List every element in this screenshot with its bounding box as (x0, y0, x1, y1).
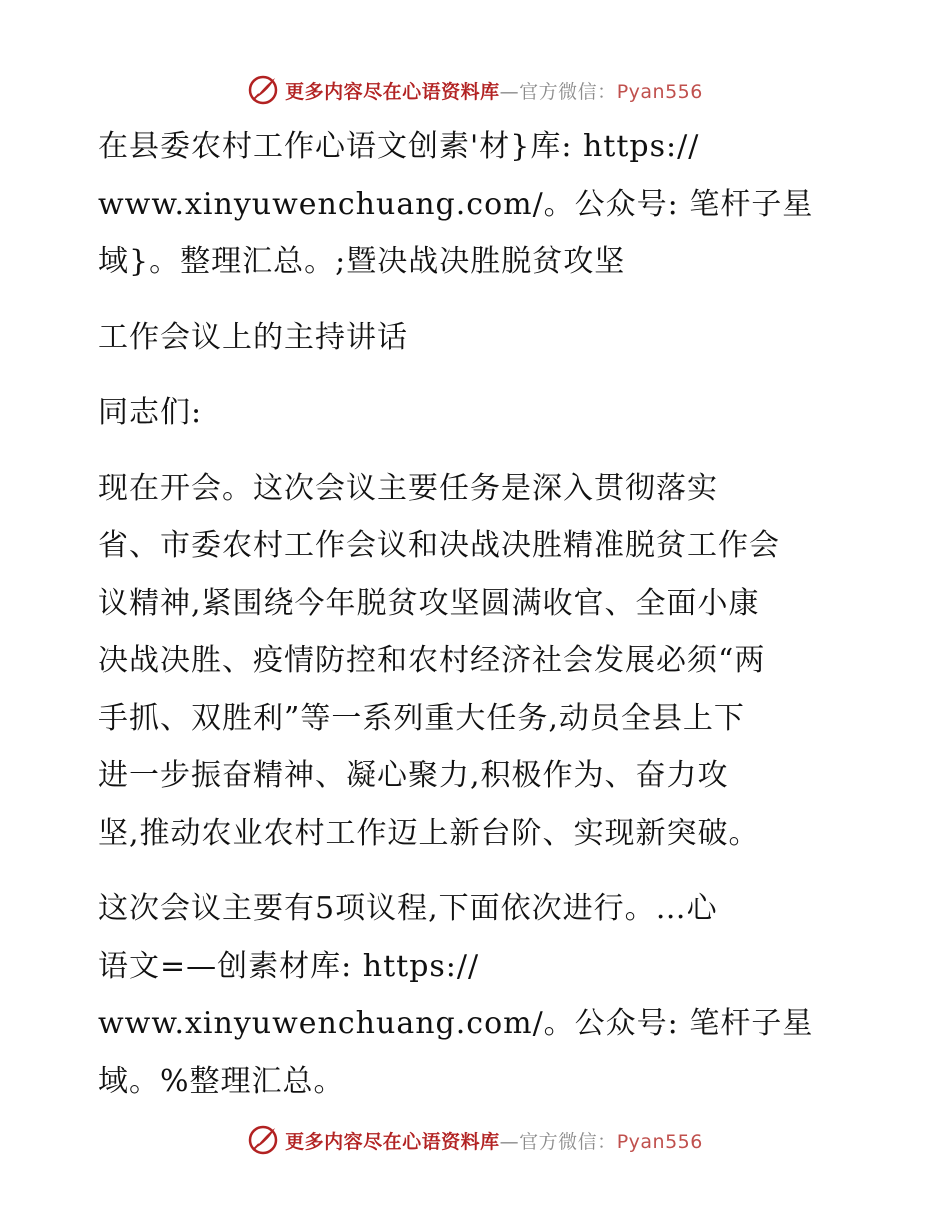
paragraph-opening: 现在开会。这次会议主要任务是深入贯彻落实 省、市委农村工作会议和决战决胜精准脱贫工作会 议精神,紧围绕今年脱贫攻坚圆满收官、全面小康 决战决胜、疫情防控和农村经济社会发展必须“两 手抓、双胜利”等一系列重大任务,动员全县上下 进一步振奋精神、凝心聚力,积极作为、奋力攻 坚,推动农业农村工作迈上新台阶、实现新突破。 (98, 470, 780, 851)
quill-logo-icon (247, 1124, 279, 1156)
banner-brand: 更多内容尽在心语资料库 (285, 80, 500, 103)
paragraph-agenda: 这次会议主要有5项议程,下面依次进行。…心 语文=—创素材库: https:// www.xinyuwenchuang.com/。公众号: 笔杆子星 域。%整理汇总。 (98, 891, 814, 1099)
paragraph-title: 工作会议上的主持讲话 (98, 319, 408, 355)
banner-text (285, 1127, 703, 1154)
header-banner (0, 70, 950, 110)
banner-text (285, 77, 703, 104)
banner-brand: 更多内容尽在心语资料库 (285, 1130, 500, 1153)
paragraph-intro: 在县委农村工作心语文创素'材}库: https:// www.xinyuwenchuang.com/。公众号: 笔杆子星 域}。整理汇总。;暨决战决胜脱贫攻坚 (98, 129, 814, 279)
banner-wechat-id: Pyan556 (616, 80, 703, 103)
banner-wechat-label: —官方微信： (499, 1130, 617, 1153)
banner-wechat-label: —官方微信： (499, 80, 617, 103)
document-body (98, 118, 858, 1110)
paragraph-salutation: 同志们: (98, 395, 203, 430)
footer-banner (0, 1120, 950, 1160)
banner-wechat-id: Pyan556 (616, 1130, 703, 1153)
quill-logo-icon (247, 74, 279, 106)
